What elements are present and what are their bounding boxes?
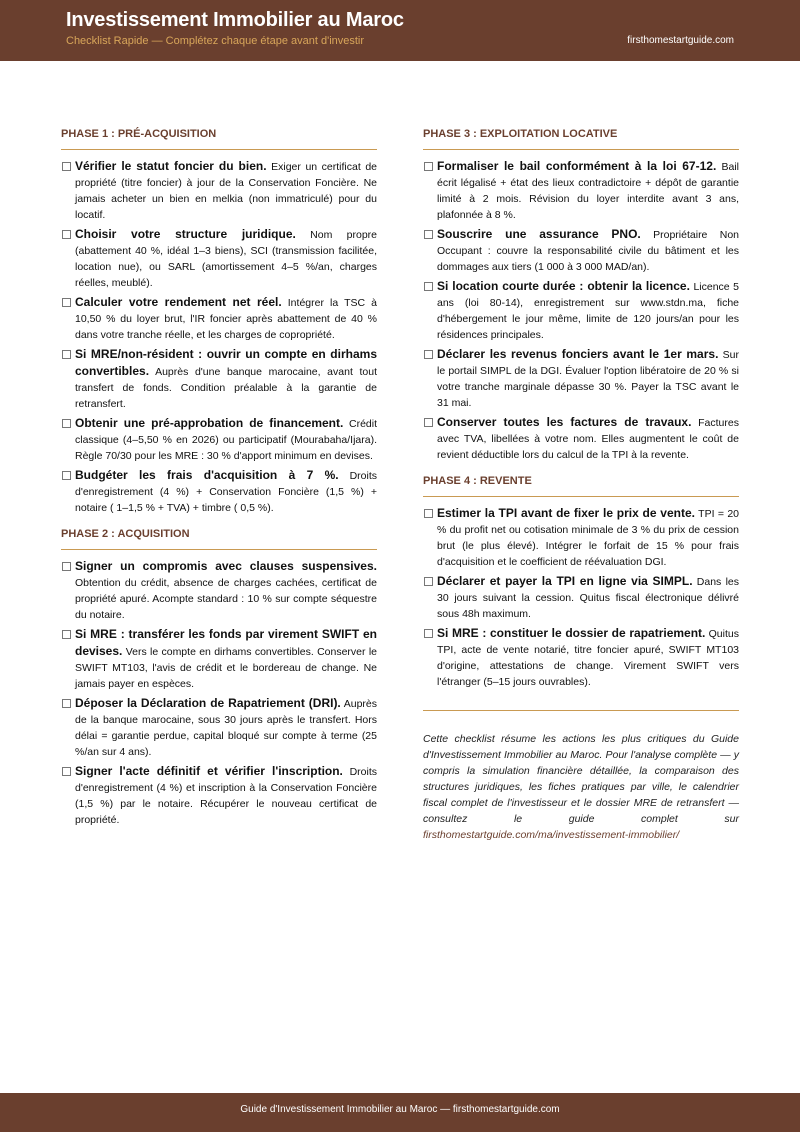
phase-1-list xyxy=(61,158,377,516)
item-heading: Déposer la Déclaration de Rapatriement (DRI). xyxy=(75,696,341,710)
checklist-item xyxy=(61,346,377,412)
item-heading: Formaliser le bail conformément à la loi 67-12. xyxy=(437,159,717,173)
item-description: Droits d'enregistrement (4 %) + Conservation Foncière (1,5 %) + notaire ( 1–1,5 % + TVA) + timbre ( 0,5 %). xyxy=(75,470,378,514)
item-description: Licence 5 ans (loi 80-14), enregistrement sur www.stdn.ma, fiche d'hébergement le jour même, limite de 120 jours/an pour les résidences principales. xyxy=(437,281,740,341)
item-heading: Si location courte durée : obtenir la licence. xyxy=(437,279,690,293)
phase-1-title: PHASE 1 : PRÉ-ACQUISITION xyxy=(61,128,377,150)
checkbox-icon[interactable] xyxy=(62,630,71,639)
checkbox-icon[interactable] xyxy=(424,418,433,427)
checkbox-icon[interactable] xyxy=(62,162,71,171)
right-column xyxy=(423,128,739,843)
item-heading: Vérifier le statut foncier du bien. xyxy=(75,159,267,173)
page-header xyxy=(0,0,800,61)
phase-2-list xyxy=(61,558,377,828)
left-column xyxy=(61,128,377,831)
checkbox-icon[interactable] xyxy=(62,471,71,480)
checklist-item xyxy=(61,158,377,223)
checkbox-icon[interactable] xyxy=(424,230,433,239)
checklist-item xyxy=(423,278,739,343)
item-heading: Déclarer les revenus fonciers avant le 1er mars. xyxy=(437,347,719,361)
item-description: Quitus TPI, acte de vente notarié, titre foncier apuré, SWIFT MT103 d'origine, attestations de change. Virement SWIFT vers l'étranger (5–15 jours ouvrables). xyxy=(437,628,739,688)
item-description: Nom propre (abattement 40 %, idéal 1–3 biens), SCI (transmission facilitée, location nue), ou SARL (amortissement 4–5 %/an, charges réelles, meublé). xyxy=(75,229,377,289)
checkbox-icon[interactable] xyxy=(62,767,71,776)
page-title: Investissement Immobilier au Maroc xyxy=(66,9,404,31)
item-heading: Si MRE : transférer les fonds par virement SWIFT en devises. xyxy=(75,627,377,658)
item-heading: Obtenir une pré-approbation de financement. xyxy=(75,416,344,430)
item-description: Factures avec TVA, libellées à votre nom. Elles augmentent le coût de revient déductible lors du calcul de la TPI à la revente. xyxy=(437,417,739,461)
checklist-item xyxy=(61,558,377,623)
page-subtitle: Checklist Rapide — Complétez chaque étape avant d'investir xyxy=(66,35,365,47)
checkbox-icon[interactable] xyxy=(62,699,71,708)
item-description: Obtention du crédit, absence de charges cachées, certificat de propriété apuré. Acompte standard : 10 % sur compte séquestre du notaire. xyxy=(75,577,377,621)
item-description: Propriétaire Non Occupant : couvre la responsabilité civile du bâtiment et les dommages aux tiers (1 000 à 3 000 MAD/an). xyxy=(437,229,740,273)
checklist-item xyxy=(423,573,739,622)
item-heading: Si MRE : constituer le dossier de rapatriement. xyxy=(437,626,706,640)
item-heading: Si MRE/non-résident : ouvrir un compte en dirhams convertibles. xyxy=(75,347,377,378)
checkbox-icon[interactable] xyxy=(62,419,71,428)
checkbox-icon[interactable] xyxy=(424,629,433,638)
item-description: Crédit classique (4–5,50 % en 2026) ou participatif (Mourabaha/Ijara). Règle 70/30 pour les MRE : 30 % d'apport minimum en devises. xyxy=(75,418,378,462)
checklist-item xyxy=(61,626,377,692)
item-heading: Signer un compromis avec clauses suspensives. xyxy=(75,559,377,573)
item-description: Vers le compte en dirhams convertibles. Conserver le SWIFT MT103, l'avis de crédit et le bordereau de change. Ne jamais payer en espèces. xyxy=(75,646,377,690)
item-heading: Budgéter les frais d'acquisition à 7 %. xyxy=(75,468,339,482)
page-footer: Guide d'Investissement Immobilier au Maroc — firsthomestartguide.com xyxy=(0,1093,800,1132)
item-description: Dans les 30 jours suivant la cession. Quitus fiscal électronique délivré sous 48h maximum. xyxy=(437,576,739,620)
checkbox-icon[interactable] xyxy=(62,350,71,359)
guide-link[interactable]: firsthomestartguide.com/ma/investissement-immobilier/ xyxy=(423,829,680,841)
checkbox-icon[interactable] xyxy=(62,562,71,571)
phase-3-list xyxy=(423,158,739,463)
checklist-item xyxy=(423,625,739,690)
checkbox-icon[interactable] xyxy=(424,509,433,518)
checklist-item xyxy=(61,226,377,291)
checklist-item xyxy=(423,505,739,570)
checkbox-icon[interactable] xyxy=(424,162,433,171)
item-description: Sur le portail SIMPL de la DGI. Évaluer l'option libératoire de 20 % si votre tranche marginale dépasse 30 %. Payer la TSC avant le 31 mai. xyxy=(437,349,740,409)
checkbox-icon[interactable] xyxy=(424,577,433,586)
checkbox-icon[interactable] xyxy=(62,298,71,307)
header-site: firsthomestartguide.com xyxy=(627,35,734,46)
item-heading: Choisir votre structure juridique. xyxy=(75,227,296,241)
item-heading: Souscrire une assurance PNO. xyxy=(437,227,641,241)
summary-note xyxy=(423,731,739,843)
checklist-item xyxy=(61,467,377,516)
item-heading: Conserver toutes les factures de travaux. xyxy=(437,415,692,429)
phase-4-list xyxy=(423,505,739,690)
checklist-item xyxy=(61,294,377,343)
item-description: TPI = 20 % du profit net ou cotisation minimale de 3 % du prix de cession brut (le plus élevé). Intégrer le forfait de 15 % pour frais d'acquisition et le coefficient de réévaluation DGI. xyxy=(437,508,739,568)
checklist-item xyxy=(61,695,377,760)
item-description: Bail écrit légalisé + état des lieux contradictoire + dépôt de garantie limité à 2 mois. Révision du loyer interdite avant 3 ans, plafonnée à 8 %. xyxy=(437,161,739,221)
phase-3-title: PHASE 3 : EXPLOITATION LOCATIVE xyxy=(423,128,739,150)
checklist-item xyxy=(61,763,377,828)
item-heading: Estimer la TPI avant de fixer le prix de vente. xyxy=(437,506,695,520)
item-heading: Calculer votre rendement net réel. xyxy=(75,295,282,309)
checkbox-icon[interactable] xyxy=(424,350,433,359)
note-divider xyxy=(423,710,739,711)
item-description: Droits d'enregistrement (4 %) et inscription à la Conservation Foncière (1,5 %) par le notaire. Récupérer le nouveau certificat de propriété. xyxy=(75,766,378,826)
item-heading: Déclarer et payer la TPI en ligne via SIMPL. xyxy=(437,574,693,588)
item-description: Exiger un certificat de propriété (titre foncier) à jour de la Conservation Foncière. Ne jamais acheter un bien en melkia (non immatriculé) pour du locatif. xyxy=(75,161,378,221)
checklist-item xyxy=(423,414,739,463)
item-heading: Signer l'acte définitif et vérifier l'inscription. xyxy=(75,764,343,778)
item-description: Auprès d'une banque marocaine, avant tout transfert de fonds. Condition préalable à la garantie de retransfert. xyxy=(75,366,377,410)
note-text: Cette checklist résume les actions les plus critiques du Guide d'Investissement Immobilier au Maroc. Pour l'analyse complète — y compris la simulation financière détaillée, la comparaison des structures juridiques, les fiches pratiques par ville, le calendrier fiscal complet de l'investisseur et le dossier MRE de retransfert — consultez le guide complet sur xyxy=(423,733,739,825)
checklist-item xyxy=(423,226,739,275)
item-description: Auprès de la banque marocaine, sous 30 jours après le transfert. Hors délai = garantie perdue, capital bloqué sur compte à terme (25 %/an sur 4 ans). xyxy=(75,698,378,758)
checkbox-icon[interactable] xyxy=(62,230,71,239)
checklist-item xyxy=(423,346,739,411)
phase-2-title: PHASE 2 : ACQUISITION xyxy=(61,528,377,550)
checkbox-icon[interactable] xyxy=(424,282,433,291)
item-description: Intégrer la TSC à 10,50 % du loyer brut, l'IR foncier après abattement de 40 % dans votre tranche réelle, et les charges de copropriété. xyxy=(75,297,377,341)
checklist-item xyxy=(423,158,739,223)
checklist-item xyxy=(61,415,377,464)
phase-4-title: PHASE 4 : REVENTE xyxy=(423,475,739,497)
